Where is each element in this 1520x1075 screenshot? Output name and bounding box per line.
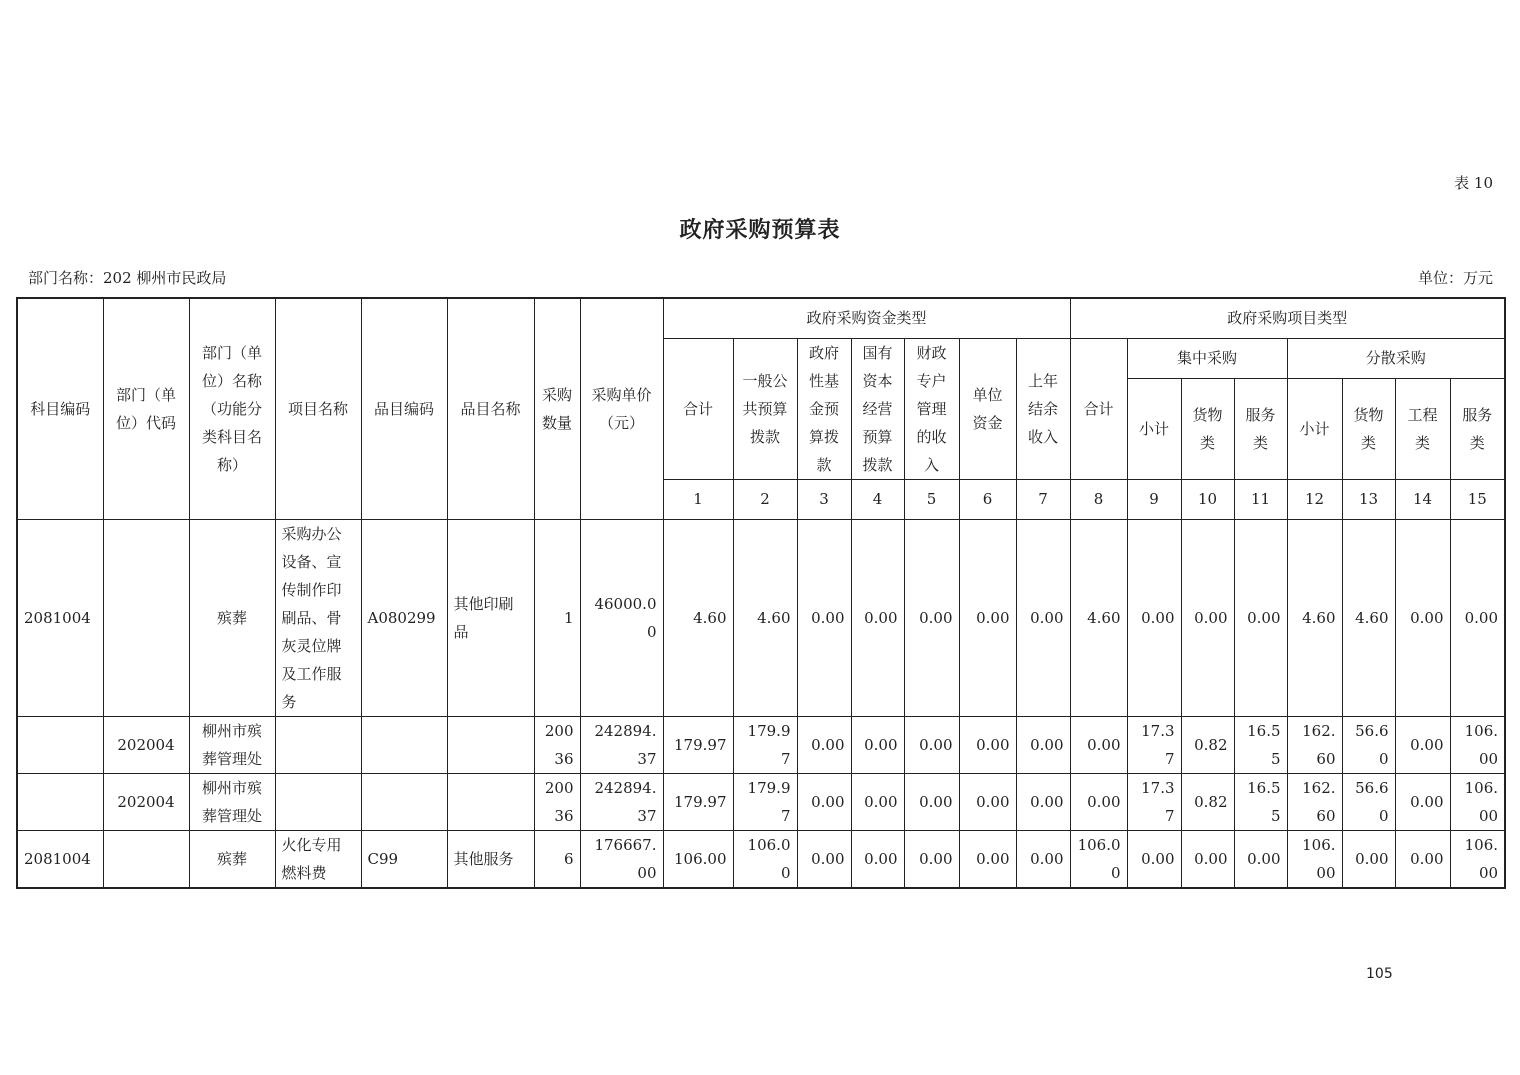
value-cell: 0.00 [1016,519,1070,716]
column-number: 3 [797,479,851,519]
value-cell: 0.00 [1450,519,1505,716]
value-cell: 106.00 [1450,773,1505,830]
value-cell: 0.00 [1127,519,1181,716]
column-number: 6 [959,479,1016,519]
procurement-budget-table [16,297,1506,889]
value-cell: 162.60 [1287,716,1342,773]
value-cell: 0.00 [1016,773,1070,830]
column-number: 7 [1016,479,1070,519]
project-name-cell: 采购办公设备、宣传制作印刷品、骨灰灵位牌及工作服务 [275,519,361,716]
dept-name-cell: 殡葬 [189,830,275,888]
header-disp-works: 工程类 [1395,378,1450,479]
header-central-subtotal: 小计 [1127,378,1181,479]
dept-code-cell [103,830,189,888]
value-cell: 0.00 [851,716,904,773]
quantity-cell: 1 [534,519,580,716]
dept-name-cell: 柳州市殡葬管理处 [189,773,275,830]
table-row [17,716,1505,773]
header-unit-fund: 单位资金 [959,338,1016,479]
value-cell: 0.00 [959,519,1016,716]
item-name-cell: 其他服务 [447,830,534,888]
value-cell: 16.55 [1234,773,1287,830]
item-name-cell [447,716,534,773]
department-label: 部门名称：202 柳州市民政局 [28,269,227,287]
value-cell: 0.00 [904,830,959,888]
column-number: 4 [851,479,904,519]
value-cell: 106.00 [663,830,733,888]
column-number: 1 [663,479,733,519]
header-dept-name: 部门（单位）名称（功能分类科目名称） [189,298,275,519]
column-number: 2 [733,479,797,519]
column-number: 15 [1450,479,1505,519]
value-cell: 0.00 [959,716,1016,773]
column-number: 9 [1127,479,1181,519]
value-cell: 179.97 [733,716,797,773]
subject-code-cell [17,773,103,830]
subject-code-cell: 2081004 [17,830,103,888]
value-cell: 0.00 [1181,830,1234,888]
table-row [17,830,1505,888]
table-body [17,519,1505,888]
value-cell: 162.60 [1287,773,1342,830]
value-cell: 179.97 [663,716,733,773]
header-fund-type: 政府采购资金类型 [663,298,1070,338]
value-cell: 0.00 [904,716,959,773]
value-cell: 0.82 [1181,773,1234,830]
item-code-cell: C99 [361,830,447,888]
item-code-cell [361,716,447,773]
unit-label: 单位：万元 [1417,269,1493,287]
header-central-services: 服务类 [1234,378,1287,479]
subject-code-cell [17,716,103,773]
header-dispersed: 分散采购 [1287,338,1505,378]
project-name-cell: 火化专用燃料费 [275,830,361,888]
page-number: 105 [1366,966,1393,982]
value-cell: 0.00 [851,830,904,888]
header-disp-subtotal: 小计 [1287,378,1342,479]
item-code-cell: A080299 [361,519,447,716]
column-number: 12 [1287,479,1342,519]
table-row [17,519,1505,716]
value-cell: 106.00 [733,830,797,888]
header-special-income: 财政专户管理的收入 [904,338,959,479]
value-cell: 16.55 [1234,716,1287,773]
value-cell: 0.00 [1234,830,1287,888]
value-cell: 0.00 [1342,830,1395,888]
value-cell: 4.60 [1070,519,1127,716]
value-cell: 4.60 [733,519,797,716]
unit-price-cell: 46000.00 [580,519,663,716]
quantity-cell: 6 [534,830,580,888]
value-cell: 0.00 [1395,773,1450,830]
page-title: 政府采购预算表 [679,217,841,243]
value-cell: 0.00 [851,519,904,716]
value-cell: 0.00 [1127,830,1181,888]
header-unit-price: 采购单价（元） [580,298,663,519]
value-cell: 0.00 [1234,519,1287,716]
value-cell: 0.00 [851,773,904,830]
value-cell: 0.00 [1070,773,1127,830]
quantity-cell: 20036 [534,773,580,830]
header-state-capital: 国有资本经营预算拨款 [851,338,904,479]
value-cell: 0.00 [1395,830,1450,888]
dept-code-cell: 202004 [103,716,189,773]
quantity-cell: 20036 [534,716,580,773]
column-number: 8 [1070,479,1127,519]
header-dept-code: 部门（单位）代码 [103,298,189,519]
value-cell: 0.00 [1016,716,1070,773]
value-cell: 56.60 [1342,716,1395,773]
dept-name-cell: 柳州市殡葬管理处 [189,716,275,773]
header-item-name: 品目名称 [447,298,534,519]
value-cell: 106.00 [1070,830,1127,888]
column-number: 11 [1234,479,1287,519]
value-cell: 0.00 [904,773,959,830]
dept-code-cell: 202004 [103,773,189,830]
value-cell: 0.00 [1395,716,1450,773]
column-number: 13 [1342,479,1395,519]
item-name-cell: 其他印刷品 [447,519,534,716]
value-cell: 0.00 [1181,519,1234,716]
value-cell: 0.00 [959,773,1016,830]
header-disp-goods: 货物类 [1342,378,1395,479]
value-cell: 4.60 [1342,519,1395,716]
column-number: 5 [904,479,959,519]
column-number: 10 [1181,479,1234,519]
header-project-name: 项目名称 [275,298,361,519]
value-cell: 0.00 [1070,716,1127,773]
table-header [17,298,1505,519]
value-cell: 179.97 [733,773,797,830]
header-quantity: 采购数量 [534,298,580,519]
header-item-code: 品目编码 [361,298,447,519]
value-cell: 0.00 [797,519,851,716]
header-fund-total: 合计 [663,338,733,479]
header-project-type: 政府采购项目类型 [1070,298,1505,338]
value-cell: 17.37 [1127,773,1181,830]
dept-name-cell: 殡葬 [189,519,275,716]
item-name-cell [447,773,534,830]
unit-price-cell: 242894.37 [580,773,663,830]
value-cell: 0.00 [797,830,851,888]
header-subject-code: 科目编码 [17,298,103,519]
header-central-goods: 货物类 [1181,378,1234,479]
value-cell: 0.00 [797,716,851,773]
dept-code-cell [103,519,189,716]
value-cell: 0.00 [797,773,851,830]
project-name-cell [275,773,361,830]
table-number: 表 10 [1454,174,1493,192]
column-number: 14 [1395,479,1450,519]
value-cell: 106.00 [1450,716,1505,773]
value-cell: 0.00 [1016,830,1070,888]
unit-price-cell: 176667.00 [580,830,663,888]
value-cell: 4.60 [1287,519,1342,716]
project-name-cell [275,716,361,773]
value-cell: 179.97 [663,773,733,830]
item-code-cell [361,773,447,830]
header-gov-fund: 政府性基金预算拨款 [797,338,851,479]
value-cell: 0.82 [1181,716,1234,773]
header-disp-services: 服务类 [1450,378,1505,479]
subject-code-cell: 2081004 [17,519,103,716]
value-cell: 0.00 [904,519,959,716]
table-row [17,773,1505,830]
value-cell: 4.60 [663,519,733,716]
value-cell: 0.00 [959,830,1016,888]
header-general-budget: 一般公共预算拨款 [733,338,797,479]
value-cell: 106.00 [1450,830,1505,888]
unit-price-cell: 242894.37 [580,716,663,773]
header-carryover: 上年结余收入 [1016,338,1070,479]
value-cell: 56.60 [1342,773,1395,830]
value-cell: 106.00 [1287,830,1342,888]
value-cell: 0.00 [1395,519,1450,716]
header-project-total: 合计 [1070,338,1127,479]
header-centralized: 集中采购 [1127,338,1287,378]
value-cell: 17.37 [1127,716,1181,773]
